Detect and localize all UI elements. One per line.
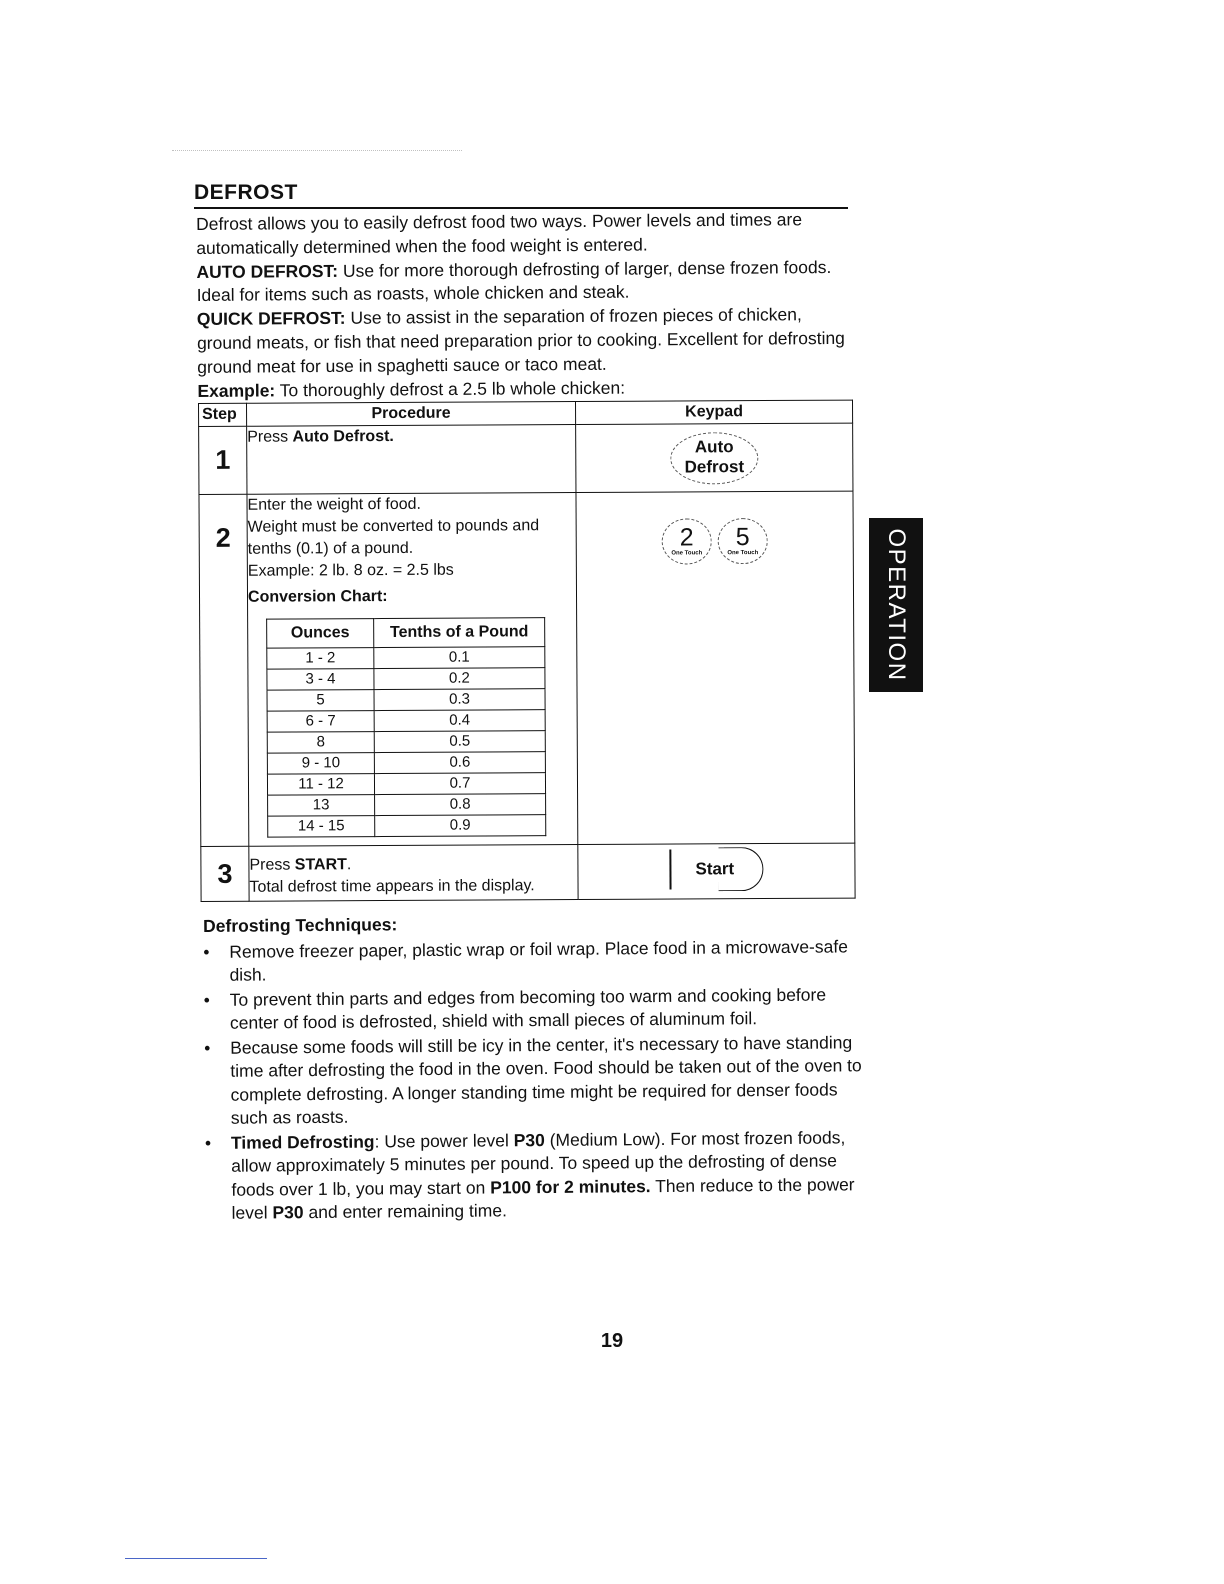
- bullet: •: [204, 1037, 211, 1058]
- step-number: 2: [199, 494, 249, 846]
- conversion-instruction: Weight must be converted to pounds and tenths (0.1) of a pound.: [247, 517, 540, 558]
- list-item: [205, 1126, 876, 1226]
- step-keypad: [578, 843, 855, 899]
- step-number: 1: [199, 426, 247, 494]
- ounces-header: Ounces: [267, 619, 374, 649]
- table-row: [267, 689, 545, 711]
- auto-defrost-instruction: Auto Defrost.: [292, 427, 394, 446]
- start-key-bar: [669, 849, 671, 889]
- tenths-cell: 0.2: [374, 668, 545, 690]
- technique-text: To prevent thin parts and edges from becoming too warm and cooking before center of food is defrosted, shield with small pieces of aluminum foil.: [229, 984, 827, 1033]
- key-sublabel: One Touch: [671, 550, 703, 557]
- tenths-cell: 0.3: [374, 689, 545, 711]
- number-keys: [662, 518, 768, 565]
- list-item: [203, 935, 873, 988]
- press-text: Press: [247, 428, 293, 446]
- scan-artifact: [172, 150, 462, 157]
- technique-text: (Medium Low). For most frozen foods, allow approximately 5 minutes per pound. To speed up the defrosting of dense foods over 1 lb, you may start on: [231, 1126, 846, 1200]
- intro-text: [196, 208, 857, 404]
- tenths-cell: 0.1: [374, 647, 545, 669]
- list-item: [204, 983, 874, 1036]
- start-key-label: Start: [695, 858, 735, 878]
- tenths-cell: 0.7: [374, 773, 545, 795]
- step-procedure: [247, 493, 578, 847]
- ounces-cell: 8: [267, 732, 374, 754]
- start-instruction: START: [294, 856, 347, 874]
- table-row: [267, 710, 545, 732]
- example-paragraph: [197, 374, 857, 403]
- step-number: 3: [201, 846, 249, 901]
- press-start-line: [249, 853, 577, 877]
- auto-defrost-paragraph: [196, 255, 856, 308]
- ounces-cell: 11 - 12: [267, 774, 374, 796]
- step-keypad: [576, 491, 855, 844]
- table-row: [267, 752, 545, 774]
- techniques-list: [203, 935, 875, 1226]
- power-level-p100: P100 for 2 minutes.: [490, 1175, 651, 1198]
- techniques-title: Defrosting Techniques:: [203, 914, 398, 936]
- header-step: Step: [199, 403, 247, 426]
- steps-table: [198, 400, 856, 902]
- defrosting-techniques: [203, 909, 876, 1226]
- start-key[interactable]: [669, 847, 763, 891]
- auto-defrost-label: AUTO DEFROST:: [196, 260, 339, 282]
- auto-defrost-text: Use for more thorough defrosting of larger, dense frozen foods. Ideal for items such as roasts, whole chicken and steak.: [196, 256, 832, 306]
- weight-example: Example: 2 lb. 8 oz. = 2.5 lbs: [247, 561, 454, 580]
- weight-instruction: Enter the weight of food.: [247, 495, 422, 514]
- bullet: •: [203, 941, 210, 962]
- table-row: [267, 731, 545, 753]
- technique-text: and enter remaining time.: [303, 1200, 507, 1223]
- header-procedure: Procedure: [247, 402, 576, 427]
- quick-defrost-text: Use to assist in the separation of frozen pieces of chicken, ground meats, or fish that need preparation prior to cooking. Excellent for defrosting ground meat for use in spaghetti sauce or taco meat.: [196, 304, 845, 377]
- step-row-1: [199, 423, 853, 494]
- tenths-cell: 0.8: [375, 794, 546, 816]
- step-procedure: [247, 425, 576, 495]
- press-text: Press: [249, 856, 295, 874]
- ounces-cell: 5: [267, 690, 374, 712]
- technique-text: Remove freezer paper, plastic wrap or foil wrap. Place food in a microwave-safe dish.: [229, 935, 849, 985]
- conversion-header-row: [267, 618, 545, 648]
- step-row-3: [201, 843, 855, 901]
- technique-text: Then reduce to the power level: [231, 1173, 855, 1223]
- ounces-cell: 3 - 4: [267, 669, 374, 691]
- page-number: 19: [600, 1330, 624, 1352]
- ounces-cell: 1 - 2: [267, 648, 374, 670]
- timed-defrosting-label: Timed Defrosting: [230, 1131, 375, 1153]
- tenths-cell: 0.6: [374, 752, 545, 774]
- example-label: Example:: [197, 379, 276, 401]
- table-row: [267, 647, 545, 669]
- ounces-cell: 14 - 15: [268, 816, 375, 838]
- technique-text: : Use power level: [374, 1129, 514, 1152]
- technique-text: Because some foods will still be icy in the center, it's necessary to have standing time after defrosting the food in the oven. Food should be taken out of the oven to complete defrosting. A longer standing time might be required for denser foods such as roasts.: [230, 1031, 862, 1128]
- conversion-chart-title: [248, 585, 576, 609]
- quick-defrost-paragraph: [197, 303, 858, 380]
- key-label-line1: Auto: [694, 436, 734, 456]
- quick-defrost-label: QUICK DEFROST:: [196, 308, 346, 330]
- tenths-cell: 0.9: [375, 815, 546, 837]
- tenths-cell: 0.4: [374, 710, 545, 732]
- example-text: To thoroughly defrost a 2.5 lb whole chicken:: [275, 377, 626, 400]
- table-row: [268, 794, 546, 816]
- key-sublabel: One Touch: [727, 550, 759, 557]
- power-level-p30: P30: [513, 1129, 545, 1150]
- display-note: Total defrost time appears in the display.: [249, 877, 535, 896]
- power-level-p30: P30: [272, 1202, 304, 1223]
- number-key-5[interactable]: [718, 518, 768, 564]
- key-label-line2: Defrost: [684, 456, 745, 476]
- key-digit: 2: [679, 523, 694, 552]
- section-title: DEFROST: [194, 181, 848, 209]
- ounces-cell: 13: [268, 795, 375, 817]
- step-row-2: [199, 491, 855, 846]
- conversion-chart-title-text: Conversion Chart:: [247, 588, 388, 606]
- table-row: [267, 668, 545, 690]
- list-item: [204, 1031, 875, 1131]
- steps-header-row: [199, 400, 853, 426]
- key-digit: 5: [735, 523, 750, 552]
- footer-line: [125, 1558, 267, 1559]
- operation-side-tab: [869, 518, 923, 692]
- auto-defrost-key[interactable]: [670, 432, 758, 484]
- tenths-header: Tenths of a Pound: [374, 618, 545, 648]
- period: .: [346, 856, 352, 874]
- table-row: [268, 815, 546, 837]
- intro-paragraph: Defrost allows you to easily defrost food two ways. Power levels and times are automatically determined when the food weight is entered.: [196, 209, 803, 258]
- bullet: •: [203, 989, 210, 1010]
- conversion-chart: [266, 617, 546, 837]
- table-row: [267, 773, 545, 795]
- step-keypad: [576, 423, 853, 492]
- ounces-cell: 6 - 7: [267, 711, 374, 733]
- tenths-cell: 0.5: [374, 731, 545, 753]
- bullet: •: [204, 1132, 212, 1153]
- header-keypad: Keypad: [575, 400, 852, 424]
- side-tab-label: OPERATION: [883, 528, 910, 682]
- step-procedure: [249, 845, 578, 902]
- ounces-cell: 9 - 10: [267, 753, 374, 775]
- number-key-2[interactable]: [662, 518, 712, 564]
